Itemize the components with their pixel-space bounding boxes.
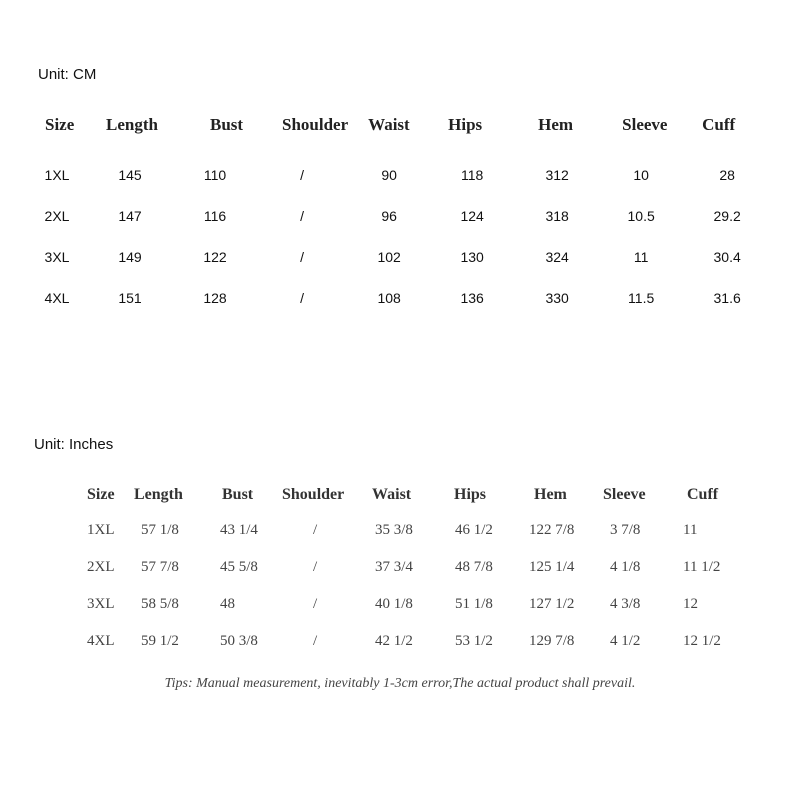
cell-sleeve: 4 3/8 <box>610 596 641 612</box>
cell-size: 2XL <box>87 559 115 575</box>
table-row <box>70 586 745 623</box>
cell-bust: 116 <box>203 207 227 224</box>
cell-bust: 43 1/4 <box>220 522 258 538</box>
header-cuff: Cuff <box>687 486 719 503</box>
header-sleeve: Sleeve <box>603 486 646 503</box>
cell-length: 149 <box>118 248 142 265</box>
cell-cuff: 12 1/2 <box>683 633 721 649</box>
cell-cuff: 11 1/2 <box>683 559 721 575</box>
cell-size: 2XL <box>44 207 70 224</box>
cell-hem: 318 <box>545 207 569 224</box>
cell-waist: 108 <box>377 289 401 306</box>
cell-size: 1XL <box>44 166 70 183</box>
header-sleeve: Sleeve <box>622 115 668 134</box>
cell-length: 59 1/2 <box>141 633 179 649</box>
cell-length: 147 <box>118 207 142 224</box>
cell-length: 58 5/8 <box>141 596 179 612</box>
header-hips: Hips <box>448 115 483 134</box>
cell-hem: 122 7/8 <box>529 522 575 538</box>
cell-length: 151 <box>118 289 142 306</box>
cell-hips: 48 7/8 <box>455 559 493 575</box>
cell-waist: 96 <box>381 207 397 224</box>
cell-waist: 102 <box>377 248 401 265</box>
cell-hem: 312 <box>545 166 569 183</box>
header-hem: Hem <box>534 486 567 503</box>
cell-size: 1XL <box>87 522 115 538</box>
cell-cuff: 31.6 <box>713 289 741 306</box>
cell-waist: 35 3/8 <box>375 522 413 538</box>
cell-sleeve: 11 <box>633 248 649 265</box>
cell-bust: 122 <box>203 248 227 265</box>
cell-sleeve: 4 1/8 <box>610 559 641 575</box>
cell-hips: 136 <box>460 289 484 306</box>
unit-inches-label: Unit: Inches <box>34 436 114 453</box>
cell-cuff: 29.2 <box>713 207 741 224</box>
table-row <box>70 512 745 549</box>
cell-size: 4XL <box>87 633 115 649</box>
cell-hem: 330 <box>545 289 569 306</box>
size-table-inches <box>70 478 745 660</box>
header-size: Size <box>87 486 115 503</box>
cell-bust: 45 5/8 <box>220 559 258 575</box>
cell-sleeve: 11.5 <box>628 289 655 306</box>
header-length: Length <box>134 486 183 503</box>
cell-cuff: 11 <box>683 522 698 538</box>
cell-shoulder: / <box>300 166 305 183</box>
header-cuff: Cuff <box>702 115 736 134</box>
cell-shoulder: / <box>313 596 318 612</box>
header-shoulder: Shoulder <box>282 115 349 134</box>
cell-cuff: 28 <box>719 166 735 183</box>
header-size: Size <box>45 115 75 134</box>
header-length: Length <box>106 115 158 134</box>
table-row <box>28 195 772 236</box>
cell-shoulder: / <box>300 207 305 224</box>
cell-cuff: 12 <box>683 596 698 612</box>
cell-size: 4XL <box>44 289 70 306</box>
cell-sleeve: 3 7/8 <box>610 522 641 538</box>
cell-hem: 127 1/2 <box>529 596 575 612</box>
cell-shoulder: / <box>300 289 305 306</box>
tips-note: Tips: Manual measurement, inevitably 1-3cm error,The actual product shall prevail. <box>164 676 636 691</box>
cell-waist: 42 1/2 <box>375 633 413 649</box>
header-bust: Bust <box>210 115 244 134</box>
table-header-row <box>70 478 745 512</box>
table-row <box>70 623 745 660</box>
cell-hips: 130 <box>460 248 484 265</box>
header-shoulder: Shoulder <box>282 486 345 503</box>
header-bust: Bust <box>222 486 254 503</box>
cell-bust: 48 <box>220 596 235 612</box>
cell-hips: 124 <box>460 207 484 224</box>
table-row <box>28 154 772 195</box>
cell-waist: 37 3/4 <box>375 559 413 575</box>
header-hem: Hem <box>538 115 574 134</box>
cell-length: 57 7/8 <box>141 559 179 575</box>
table-row <box>28 277 772 318</box>
cell-hem: 324 <box>545 248 569 265</box>
cell-hips: 118 <box>460 166 484 183</box>
cell-hem: 129 7/8 <box>529 633 575 649</box>
cell-hips: 46 1/2 <box>455 522 493 538</box>
header-hips: Hips <box>454 486 487 503</box>
unit-cm-label: Unit: CM <box>38 66 97 83</box>
cell-sleeve: 10.5 <box>627 207 655 224</box>
table-row <box>70 549 745 586</box>
cell-hips: 53 1/2 <box>455 633 493 649</box>
cell-sleeve: 10 <box>633 166 649 183</box>
cell-size: 3XL <box>44 248 70 265</box>
cell-length: 57 1/8 <box>141 522 179 538</box>
cell-hem: 125 1/4 <box>529 559 575 575</box>
cell-shoulder: / <box>300 248 305 265</box>
cell-sleeve: 4 1/2 <box>610 633 641 649</box>
table-header-row <box>28 108 772 154</box>
header-waist: Waist <box>368 115 410 134</box>
cell-bust: 110 <box>203 166 227 183</box>
cell-bust: 50 3/8 <box>220 633 258 649</box>
cell-shoulder: / <box>313 633 318 649</box>
cell-waist: 40 1/8 <box>375 596 413 612</box>
cell-bust: 128 <box>203 289 227 306</box>
cell-shoulder: / <box>313 559 318 575</box>
cell-shoulder: / <box>313 522 318 538</box>
cell-hips: 51 1/8 <box>455 596 493 612</box>
header-waist: Waist <box>372 486 412 503</box>
cell-cuff: 30.4 <box>713 248 741 265</box>
cell-length: 145 <box>118 166 142 183</box>
table-row <box>28 236 772 277</box>
size-table-cm <box>28 108 772 318</box>
cell-waist: 90 <box>381 166 397 183</box>
cell-size: 3XL <box>87 596 115 612</box>
